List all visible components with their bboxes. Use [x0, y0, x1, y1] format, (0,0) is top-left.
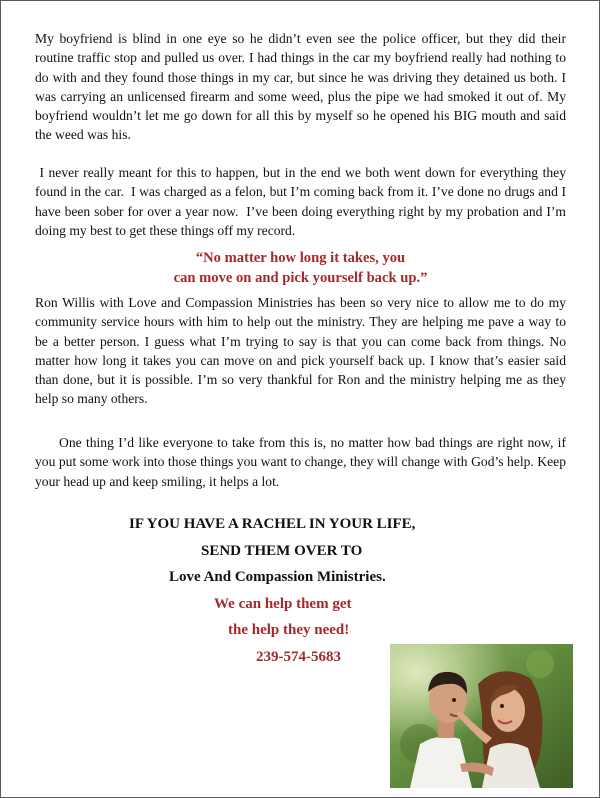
call-to-action	[1, 511, 416, 670]
pull-quote-line-1: “No matter how long it takes, you	[195, 250, 406, 266]
story-paragraph-3: Ron Willis with Love and Compassion Ministries has been so very nice to allow me to do my community service hours with him to help out the ministry. They are helping me pave a way to be a better person. I guess what I’m trying to say is that you can come back from things. No matter how long it takes you can move on and pick yourself back up. I know that’s easier said than done, but it is possible. I’m so very thankful for Ron and the ministry helping me as they help so many others.	[35, 295, 566, 407]
pull-quote	[35, 248, 566, 288]
pull-quote-line-2: can move on and pick yourself back up.”	[173, 270, 428, 286]
cta-line-1: IF YOU HAVE A RACHEL IN YOUR LIFE,	[129, 516, 416, 532]
story-paragraph-4: One thing I’d like everyone to take from this is, no matter how bad things are right now, if you put some work into those things you want to change, they will change with God’s help. Keep your head up and keep smiling, it helps a lot.	[35, 435, 566, 489]
story-paragraph-1: My boyfriend is blind in one eye so he didn’t even see the police officer, but they did their routine traffic stop and pulled us over. I had things in the car my boyfriend really had nothing to do with and they found those things in my car, but since he was driving they detained us both. I was carrying an unlicensed firearm and some weed, plus the pipe we had smoked it out of. My boyfriend wouldn’t let me go down for all this by myself so he opened his BIG mouth and said the weed was his.	[35, 31, 566, 143]
cta-line-5: the help they need!	[228, 622, 350, 638]
cta-line-4: We can help them get	[214, 595, 352, 612]
couple-embracing-photo	[390, 644, 573, 788]
cta-phone-number: 239-574-5683	[256, 648, 341, 665]
couple-photo-illustration	[390, 644, 573, 788]
story-paragraph-2: I never really meant for this to happen, but in the end we both went down for everything they found in the car. I was charged as a felon, but I’m coming back from it. I’ve done no drugs and I have been sober for over a year now. I’ve been doing everything right by my probation and I’m doing my best to get these things off my record.	[35, 165, 570, 238]
cta-line-2: SEND THEM OVER TO	[201, 542, 363, 559]
cta-ministry-name: Love And Compassion Ministries.	[169, 569, 386, 585]
